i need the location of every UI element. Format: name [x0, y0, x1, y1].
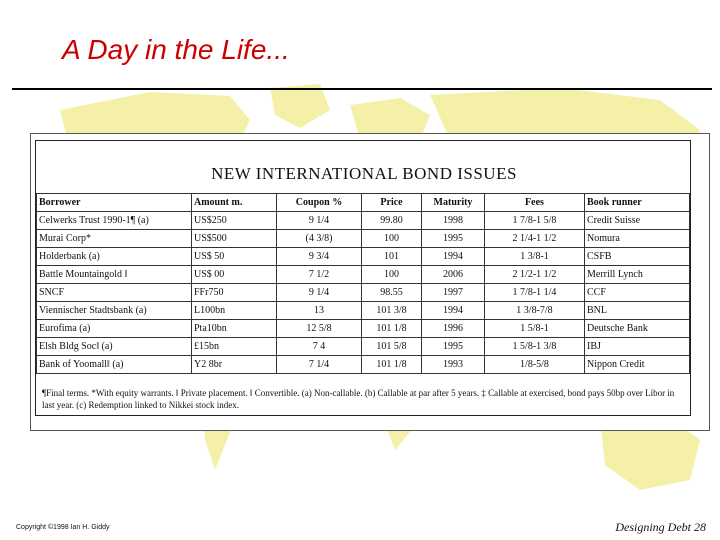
table-header-row: [37, 194, 690, 212]
cell-fees: 1 3/8-7/8: [485, 302, 585, 320]
cell-coupon: 7 1/2: [277, 266, 362, 284]
continent-greenland: [270, 84, 330, 128]
cell-borrower: Battle Mountaingold ‖: [37, 266, 192, 284]
cell-book-runner: IBJ: [585, 338, 690, 356]
cell-fees: 2 1/4-1 1/2: [485, 230, 585, 248]
header-borrower: Borrower: [37, 194, 192, 212]
cell-fees: 1 5/8-1: [485, 320, 585, 338]
cell-borrower: Eurofima (a): [37, 320, 192, 338]
cell-maturity: 1995: [422, 230, 485, 248]
cell-price: 99.80: [362, 212, 422, 230]
table-row: [37, 320, 690, 338]
table-footnotes: ¶Final terms. *With equity warrants. ‖ Private placement. ‖ Convertible. (a) Non-callable. (b) Callable at par after 5 years. ‡ Callable at exercised, bond pays 50bp over Libor in last year. (c) Redemption linked to Nikkei stock index.: [42, 388, 675, 410]
cell-amount: US$250: [192, 212, 277, 230]
clipping-frame: [35, 140, 691, 416]
cell-coupon: 9 1/4: [277, 284, 362, 302]
cell-price: 101 1/8: [362, 320, 422, 338]
cell-coupon: 9 3/4: [277, 248, 362, 266]
cell-price: 101 3/8: [362, 302, 422, 320]
cell-borrower: Celwerks Trust 1990-1¶ (a): [37, 212, 192, 230]
cell-maturity: 1996: [422, 320, 485, 338]
cell-book-runner: CCF: [585, 284, 690, 302]
table-row: [37, 302, 690, 320]
cell-book-runner: Deutsche Bank: [585, 320, 690, 338]
cell-coupon: (4 3/8): [277, 230, 362, 248]
slide-footer: Designing Debt 28: [615, 520, 706, 534]
cell-borrower: Viennischer Stadtsbank (a): [37, 302, 192, 320]
cell-borrower: Elsh Bldg Soc‖ (a): [37, 338, 192, 356]
cell-borrower: Bank of Yoomall‖ (a): [37, 356, 192, 374]
table-row: [37, 284, 690, 302]
cell-coupon: 9 1/4: [277, 212, 362, 230]
cell-price: 100: [362, 266, 422, 284]
table-row: [37, 266, 690, 284]
header-price: Price: [362, 194, 422, 212]
cell-coupon: 12 5/8: [277, 320, 362, 338]
cell-fees: 1 5/8-1 3/8: [485, 338, 585, 356]
copyright-notice: Copyright ©1998 Ian H. Giddy: [16, 524, 110, 531]
cell-maturity: 1994: [422, 302, 485, 320]
cell-amount: US$ 50: [192, 248, 277, 266]
cell-amount: FFr750: [192, 284, 277, 302]
table-row: [37, 248, 690, 266]
cell-maturity: 1993: [422, 356, 485, 374]
cell-coupon: 7 4: [277, 338, 362, 356]
header-book-runner: Book runner: [585, 194, 690, 212]
cell-amount: £15bn: [192, 338, 277, 356]
cell-book-runner: Merrill Lynch: [585, 266, 690, 284]
cell-book-runner: Nomura: [585, 230, 690, 248]
cell-borrower: SNCF: [37, 284, 192, 302]
table-title: NEW INTERNATIONAL BOND ISSUES: [211, 164, 517, 183]
cell-amount: Pta10bn: [192, 320, 277, 338]
cell-price: 101: [362, 248, 422, 266]
cell-book-runner: Nippon Credit: [585, 356, 690, 374]
table-row: [37, 356, 690, 374]
header-amount: Amount m.: [192, 194, 277, 212]
cell-fees: 1/8-5/8: [485, 356, 585, 374]
cell-amount: L100bn: [192, 302, 277, 320]
cell-maturity: 2006: [422, 266, 485, 284]
bond-issues-table: [36, 193, 690, 374]
table-row: [37, 212, 690, 230]
cell-book-runner: BNL: [585, 302, 690, 320]
table-row: [37, 338, 690, 356]
cell-fees: 1 7/8-1 1/4: [485, 284, 585, 302]
header-maturity: Maturity: [422, 194, 485, 212]
cell-price: 101 5/8: [362, 338, 422, 356]
cell-price: 101 1/8: [362, 356, 422, 374]
cell-fees: 1 3/8-1: [485, 248, 585, 266]
cell-coupon: 13: [277, 302, 362, 320]
cell-maturity: 1998: [422, 212, 485, 230]
cell-borrower: Murai Corp*: [37, 230, 192, 248]
cell-book-runner: CSFB: [585, 248, 690, 266]
cell-amount: Y2 8br: [192, 356, 277, 374]
header-coupon: Coupon %: [277, 194, 362, 212]
slide-title: A Day in the Life...: [62, 34, 290, 65]
cell-price: 98.55: [362, 284, 422, 302]
cell-amount: US$500: [192, 230, 277, 248]
table-row: [37, 230, 690, 248]
cell-maturity: 1995: [422, 338, 485, 356]
cell-maturity: 1997: [422, 284, 485, 302]
cell-price: 100: [362, 230, 422, 248]
bond-issues-clipping: [30, 133, 710, 431]
title-divider: [12, 88, 712, 90]
cell-fees: 2 1/2-1 1/2: [485, 266, 585, 284]
cell-borrower: Holderbank (a): [37, 248, 192, 266]
header-fees: Fees: [485, 194, 585, 212]
cell-fees: 1 7/8-1 5/8: [485, 212, 585, 230]
cell-amount: US$ 00: [192, 266, 277, 284]
cell-book-runner: Credit Suisse: [585, 212, 690, 230]
cell-maturity: 1994: [422, 248, 485, 266]
cell-coupon: 7 1/4: [277, 356, 362, 374]
